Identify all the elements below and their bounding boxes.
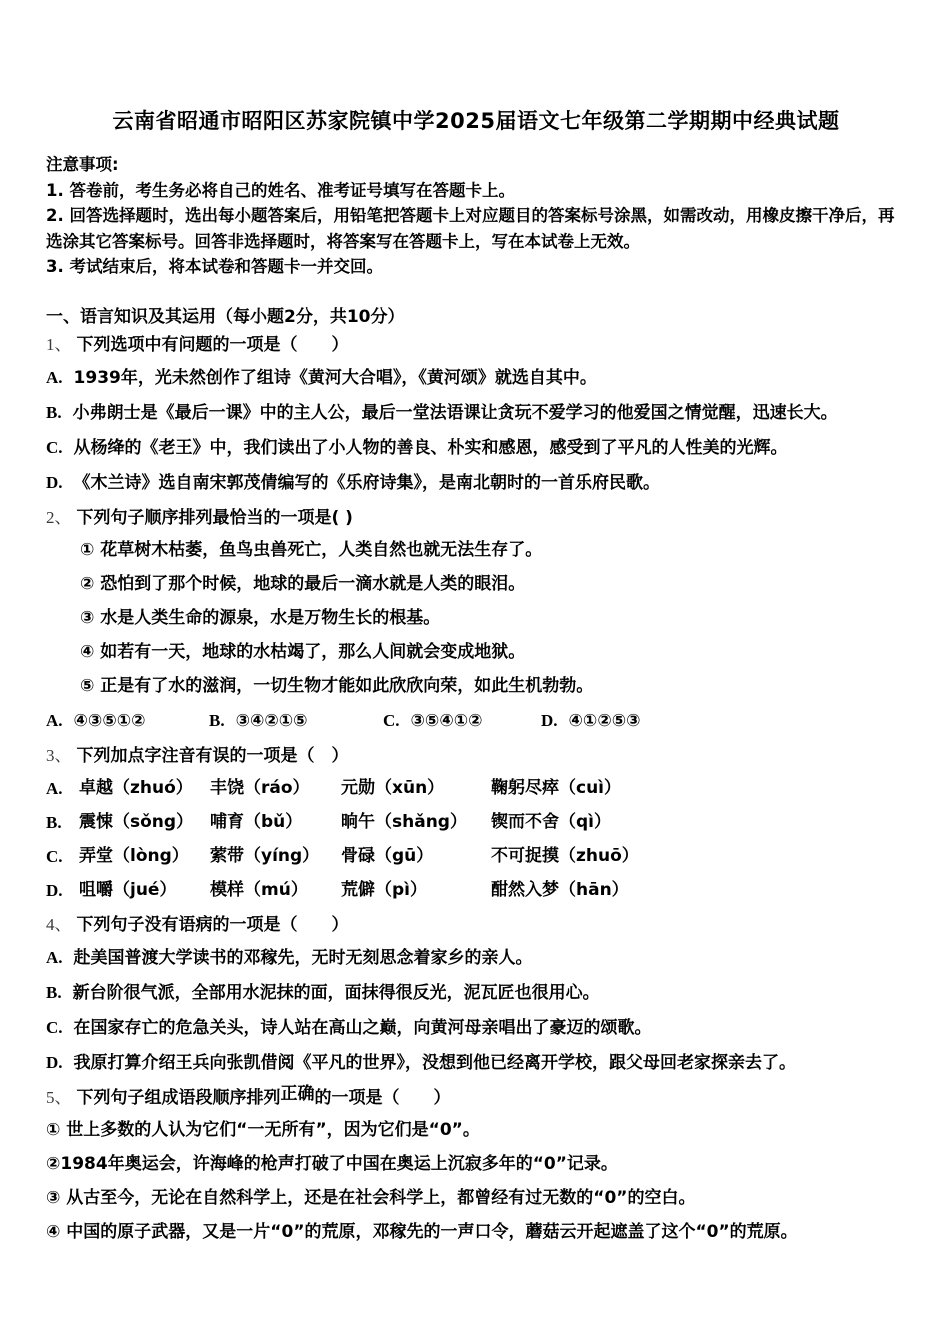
option-text: 我原打算介绍王兵向张凯借阅《平凡的世界》，没想到他已经离开学校，跟父母回老家探亲去了。: [73, 1052, 797, 1073]
question-5-sentence-1: ① 世上多数的人认为它们“一无所有”，因为它们是“0”。: [46, 1119, 480, 1140]
question-5-sentence-3: ③ 从古至今，无论在自然科学上，还是在社会科学上，都曾经有过无数的“0”的空白。: [46, 1187, 696, 1208]
option-text: ③⑤④①②: [410, 710, 483, 731]
pinyin-item: 元勋（xūn）: [341, 777, 445, 798]
option-label: D.: [46, 880, 63, 900]
question-5-sentence-4: ④ 中国的原子武器，又是一片“0”的荒原，邓稼先的一声口令，蘑菇云开起遮盖了这个“0”的荒原。: [46, 1221, 798, 1242]
notice-item-1: 1. 答卷前，考生务必将自己的姓名、准考证号填写在答题卡上。: [46, 180, 515, 200]
question-4-option-c: [46, 1018, 906, 1038]
option-label: D.: [46, 472, 63, 492]
question-number: 3、: [46, 745, 72, 765]
option-text: 小弗朗士是《最后一课》中的主人公，最后一堂法语课让贪玩不爱学习的他爱国之情觉醒，迅速长大。: [72, 402, 838, 423]
pinyin-item: 模样（mú）: [210, 879, 308, 900]
question-2-stem: [46, 508, 906, 528]
option-label: C.: [383, 710, 400, 730]
question-4-stem: [46, 915, 906, 935]
question-2-choices: [46, 711, 906, 731]
pinyin-item: 丰饶（ráo）: [210, 777, 310, 798]
pinyin-item: 不可捉摸（zhuō）: [491, 845, 639, 866]
choice-a: [46, 711, 209, 731]
page-title: 云南省昭通市昭阳区苏家院镇中学2025届语文七年级第二学期期中经典试题: [112, 109, 840, 133]
pinyin-item: 卓越（zhuó）: [79, 777, 193, 798]
pinyin-item: 荒僻（pì）: [341, 879, 427, 900]
option-label: C.: [46, 846, 63, 866]
question-4-option-d: [46, 1053, 906, 1073]
choice-c: [383, 711, 541, 731]
choice-b: [209, 711, 383, 731]
question-3-stem: [46, 746, 906, 766]
stem-text-raised: 正确: [280, 1083, 315, 1104]
question-2-sentence-3: ③ 水是人类生命的源泉，水是万物生长的根基。: [80, 607, 441, 628]
option-text: 《木兰诗》选自南宋郭茂倩编写的《乐府诗集》，是南北朝时的一首乐府民歌。: [73, 472, 661, 493]
question-1-stem: [46, 335, 906, 355]
pinyin-item: 锲而不舍（qì）: [491, 811, 611, 832]
pinyin-item: 骨碌（gū）: [341, 845, 434, 866]
stem-text: 下列加点字注音有误的一项是（ ）: [76, 745, 349, 766]
option-label: A.: [46, 710, 63, 730]
pinyin-item: 哺育（bǔ）: [210, 811, 303, 832]
question-2-sentence-5: ⑤ 正是有了水的滋润，一切生物才能如此欣欣向荣，如此生机勃勃。: [80, 675, 594, 696]
stem-text: 下列句子没有语病的一项是（ ）: [76, 914, 349, 935]
question-number: 2、: [46, 507, 72, 527]
option-label: B.: [46, 982, 62, 1002]
question-2-sentence-2: ② 恐怕到了那个时候，地球的最后一滴水就是人类的眼泪。: [80, 573, 526, 594]
stem-text: 的一项是（ ）: [314, 1087, 451, 1108]
option-label: C.: [46, 437, 63, 457]
pinyin-item: 萦带（yíng）: [210, 845, 320, 866]
pinyin-item: 鞠躬尽瘁（cuì）: [491, 777, 622, 798]
option-label: D.: [541, 710, 558, 730]
question-2-sentence-4: ④ 如若有一天，地球的水枯竭了，那么人间就会变成地狱。: [80, 641, 526, 662]
option-text: 在国家存亡的危急关头，诗人站在高山之巅，向黄河母亲唱出了豪迈的颂歌。: [73, 1017, 652, 1038]
pinyin-item: 晌午（shǎng）: [341, 811, 467, 832]
option-text: ④③⑤①②: [73, 710, 146, 731]
option-text: 新台阶很气派，全部用水泥抹的面，面抹得很反光，泥瓦匠也很用心。: [72, 982, 600, 1003]
question-4-option-a: [46, 948, 906, 968]
option-text: ③④②①⑤: [235, 710, 308, 731]
option-label: A.: [46, 778, 63, 798]
notice-item-2: 2. 回答选择题时，选出每小题答案后，用铅笔把答题卡上对应题目的答案标号涂黑，如需改动，用橡皮擦干净后，再选涂其它答案标号。回答非选择题时，将答案写在答题卡上，写在本试卷上无效。: [46, 206, 895, 251]
option-text: 1939年，光未然创作了组诗《黄河大合唱》，《黄河颂》就选自其中。: [73, 367, 597, 388]
option-label: A.: [46, 947, 63, 967]
question-5-sentence-2: ②1984年奥运会，许海峰的枪声打破了中国在奥运上沉寂多年的“0”记录。: [46, 1153, 618, 1174]
question-4: [46, 915, 906, 1073]
question-3-row-d: [46, 881, 906, 900]
question-1: [46, 335, 906, 493]
option-label: B.: [209, 710, 225, 730]
question-2: [46, 508, 906, 731]
stem-text: 下列句子组成语段顺序排列: [76, 1087, 281, 1108]
question-1-option-b: [46, 403, 906, 423]
pinyin-item: 酣然入梦（hān）: [491, 879, 629, 900]
question-number: 5、: [46, 1087, 72, 1107]
question-3-row-a: [46, 779, 906, 798]
question-4-option-b: [46, 983, 906, 1003]
section-heading: 一、语言知识及其运用（每小题2分，共10分）: [46, 306, 405, 327]
option-label: C.: [46, 1017, 63, 1037]
pinyin-item: 弄堂（lòng）: [79, 845, 189, 866]
option-text: 赴美国普渡大学读书的邓稼先，无时无刻思念着家乡的亲人。: [73, 947, 533, 968]
option-label: A.: [46, 367, 63, 387]
stem-text: 下列句子顺序排列最恰当的一项是( ): [76, 507, 353, 528]
question-5: [46, 1083, 906, 1242]
question-3-row-c: [46, 847, 906, 866]
option-label: B.: [46, 812, 62, 832]
question-1-option-a: [46, 368, 906, 388]
stem-text: 下列选项中有问题的一项是（ ）: [76, 334, 349, 355]
question-5-stem: [46, 1083, 906, 1108]
option-text: ④①②⑤③: [568, 710, 641, 731]
notice-item-3: 3. 考试结束后，将本试卷和答题卡一并交回。: [46, 257, 383, 276]
pinyin-item: 震悚（sǒng）: [79, 811, 194, 832]
question-3: [46, 746, 906, 900]
question-2-sentence-1: ① 花草树木枯萎，鱼鸟虫兽死亡，人类自然也就无法生存了。: [80, 539, 543, 560]
notice-heading: 注意事项:: [46, 155, 119, 174]
question-1-option-d: [46, 473, 906, 493]
question-1-option-c: [46, 438, 906, 458]
question-number: 1、: [46, 334, 72, 354]
option-label: B.: [46, 402, 62, 422]
pinyin-item: 咀嚼（jué）: [79, 879, 177, 900]
question-number: 4、: [46, 914, 72, 934]
question-3-row-b: [46, 813, 906, 832]
notice-section: [46, 152, 906, 280]
choice-d: [541, 711, 641, 731]
option-label: D.: [46, 1052, 63, 1072]
option-text: 从杨绛的《老王》中，我们读出了小人物的善良、朴实和感恩，感受到了平凡的人性美的光辉。: [73, 437, 788, 458]
